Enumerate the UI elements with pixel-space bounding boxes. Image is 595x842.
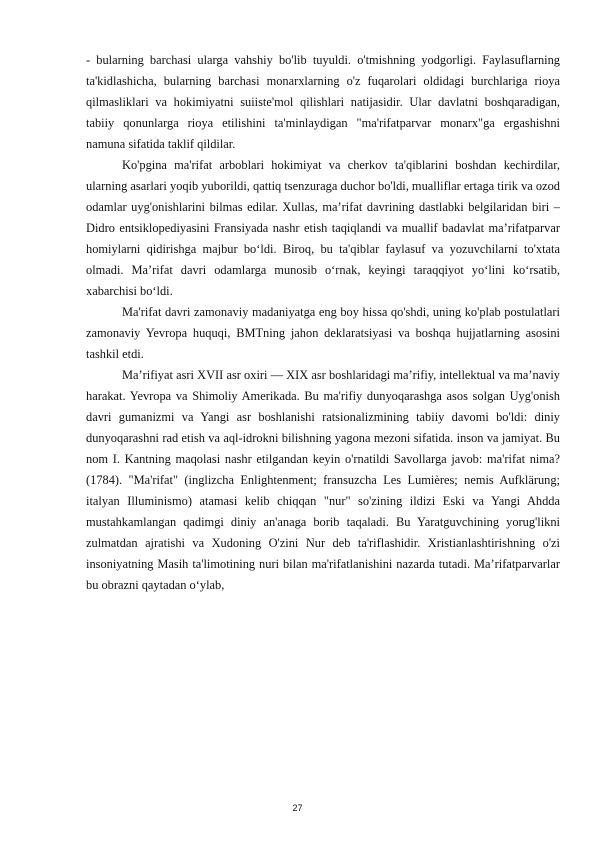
paragraph-4: Ma’rifiyat asri XVII asr oxiri — XIX asr boshlaridagi maʼrifiy, intellektual va maʼnaviy harakat. Yevropa va Shimoliy Amerikada. Bu ma'rifiy dunyoqarashga asos solgan Uyg'onish davri gumanizmi va Yangi asr boshlanishi ratsionalizmining tabiiy davomi bo'ldi: diniy dunyoqarashni rad etish va aql-idrokni bilishning yagona mezoni sifatida. inson va jamiyat. Bu nom I. Kantning maqolasi nashr etilgandan keyin o'rnatildi Savollarga javob: ma'rifat nima?(1784). "Ma'rifat" (inglizcha Enlightenment; fransuzcha Les Lumières; nemis Aufklärung; italyan Illuminismo) atamasi kelib chiqqan "nur" so'zining ildizi Eski va Yangi Ahdda mustahkamlangan qadimgi diniy an'anaga borib taqaladi. Bu Yaratguvchining yorug'likni zulmatdan ajratishi va Xudoning O'zini Nur deb ta'riflashidir. Xristianlashtirishning o'zi insoniyatning Masih ta'limotining nuri bilan ma'rifatlanishini nazarda tutadi. Ma’rifatparvarlar bu obrazni qaytadan o‘ylab, (86, 368, 560, 592)
page-number: 27 (292, 803, 303, 813)
body-text (86, 50, 560, 596)
paragraph-2: Ko'pgina ma'rifat arboblari hokimiyat va cherkov ta'qiblarini boshdan kechirdilar, ularning asarlari yoqib yuborildi, qattiq tsenzuraga duchor bo'ldi, mualliflar ertaga tirik va ozod odamlar uyg'onishlarini bilmas edilar. Xullas, ma’rifat davrining dastlabki belgilaridan biri – Didro entsiklopediyasini Fransiyada nashr etish taqiqlandi va muallif badavlat ma’rifatparvar homiylarni qidirishga majbur bo‘ldi. Biroq, bu ta'qiblar faylasuf va yozuvchilarni to'xtata olmadi. Ma’rifat davri odamlarga munosib o‘rnak, keyingi taraqqiyot yo‘lini ko‘rsatib, xabarchisi bo‘ldi. (86, 158, 560, 298)
paragraph-3: Ma'rifat davri zamonaviy madaniyatga eng boy hissa qo'shdi, uning ko'plab postulatlari zamonaviy Yevropa huquqi, BMTning jahon deklaratsiyasi va boshqa hujjatlarning asosini tashkil etdi. (86, 305, 560, 361)
paragraph-1: - bularning barchasi ularga vahshiy bo'lib tuyuldi. o'tmishning yodgorligi. Faylasuflarning ta'kidlashicha, bularning barchasi monarxlarning o'z fuqarolari oldidagi burchlariga rioya qilmasliklari va hokimiyatni suiiste'mol qilishlari natijasidir. Ular davlatni boshqaradigan, tabiiy qonunlarga rioya etilishini ta'minlaydigan "ma'rifatparvar monarx"ga ergashishni namuna sifatida taklif qildilar. (86, 53, 560, 151)
